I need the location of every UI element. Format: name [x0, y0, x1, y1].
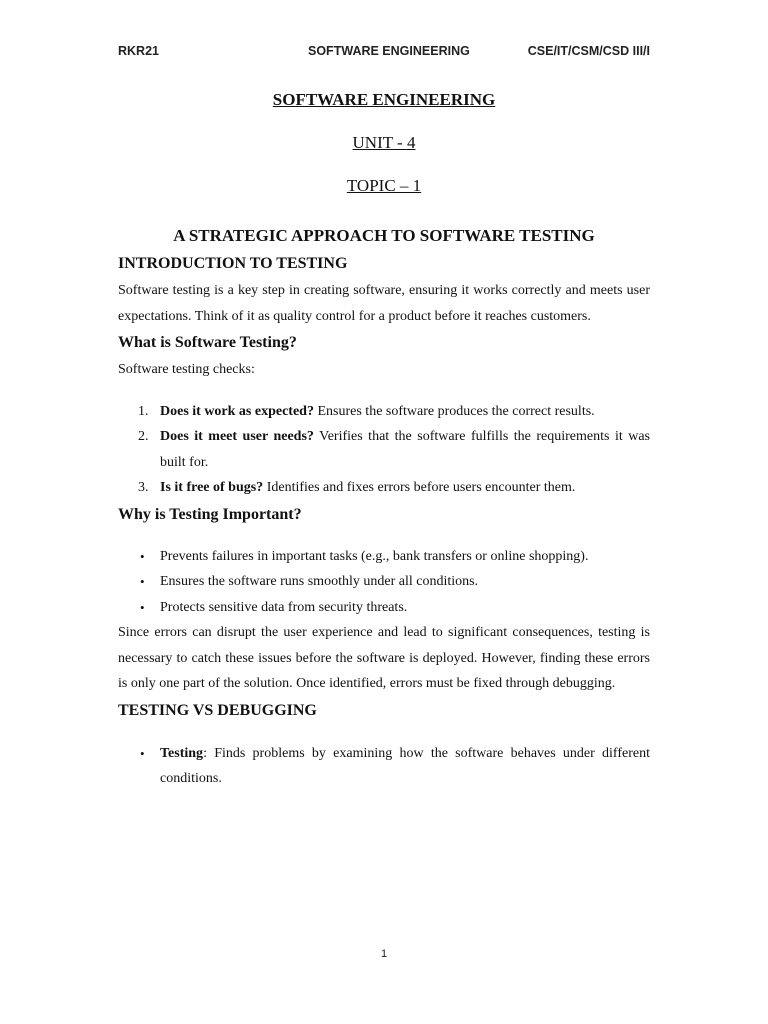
list-item-text: Ensures the software runs smoothly under all conditions. [160, 574, 479, 589]
debugging-paragraph: Since errors can disrupt the user experience and lead to significant consequences, testing is necessary to catch these issues before the software is deployed. However, finding these errors is only one part of the solution. Once identified, errors must be fixed through debugging. [118, 625, 650, 691]
topic-heading: A STRATEGIC APPROACH TO SOFTWARE TESTING [173, 226, 595, 245]
list-item-emphasis: Testing [160, 745, 204, 761]
list-number: 3. [138, 480, 149, 495]
bullet-icon: • [140, 599, 145, 615]
list-item-emphasis: Does it meet user needs? [160, 429, 314, 444]
bullet-icon: • [140, 574, 145, 589]
bullet-icon: • [140, 548, 145, 564]
topic-title: TOPIC – 1 [346, 176, 422, 195]
section-heading-testing-vs-debugging: TESTING VS DEBUGGING [118, 701, 317, 719]
section-heading-why-important: Why is Testing Important? [118, 505, 302, 523]
list-number: 1. [138, 403, 149, 419]
unit-title: UNIT - 4 [352, 133, 416, 152]
list-item [118, 399, 650, 425]
list-item [118, 741, 650, 792]
intro-paragraph: Software testing is a key step in creating software, ensuring it works correctly and meets user expectations. Think of it as quality control for a product before it reaches customers. [118, 283, 650, 324]
section-heading-introduction: INTRODUCTION TO TESTING [118, 255, 348, 272]
document-body [118, 86, 650, 792]
header-subject: SOFTWARE ENGINEERING [308, 44, 470, 58]
testing-vs-debugging-list [118, 741, 650, 792]
importance-list [118, 544, 650, 621]
list-item [118, 475, 650, 501]
running-header [118, 44, 650, 62]
list-item-text: Protects sensitive data from security threats. [160, 599, 408, 615]
list-item [118, 569, 650, 595]
document-title: SOFTWARE ENGINEERING [272, 90, 496, 109]
list-item-text: Ensures the software produces the correct results. [313, 403, 595, 419]
list-item [118, 595, 650, 621]
checks-lead: Software testing checks: [118, 362, 255, 377]
checks-list [118, 399, 650, 501]
list-item-emphasis: Does it work as expected? [160, 403, 314, 419]
list-item-text: Identifies and fixes errors before users encounter them. [263, 480, 576, 495]
header-course-code: RKR21 [118, 44, 159, 58]
list-item-text: : Finds problems by examining how the software behaves under different conditions. [160, 745, 650, 786]
bullet-icon: • [140, 745, 145, 761]
list-number: 2. [138, 429, 149, 444]
section-heading-what-is-testing: What is Software Testing? [118, 334, 297, 351]
list-item [118, 544, 650, 570]
page-number: 1 [380, 948, 388, 960]
list-item-emphasis: Is it free of bugs? [160, 480, 264, 495]
header-branches: CSE/IT/CSM/CSD III/I [527, 44, 650, 58]
list-item-text: Prevents failures in important tasks (e.g., bank transfers or online shopping). [160, 548, 589, 564]
list-item-text: Verifies that the software fulfills the requirements it was built for. [160, 429, 650, 470]
list-item [118, 424, 650, 475]
